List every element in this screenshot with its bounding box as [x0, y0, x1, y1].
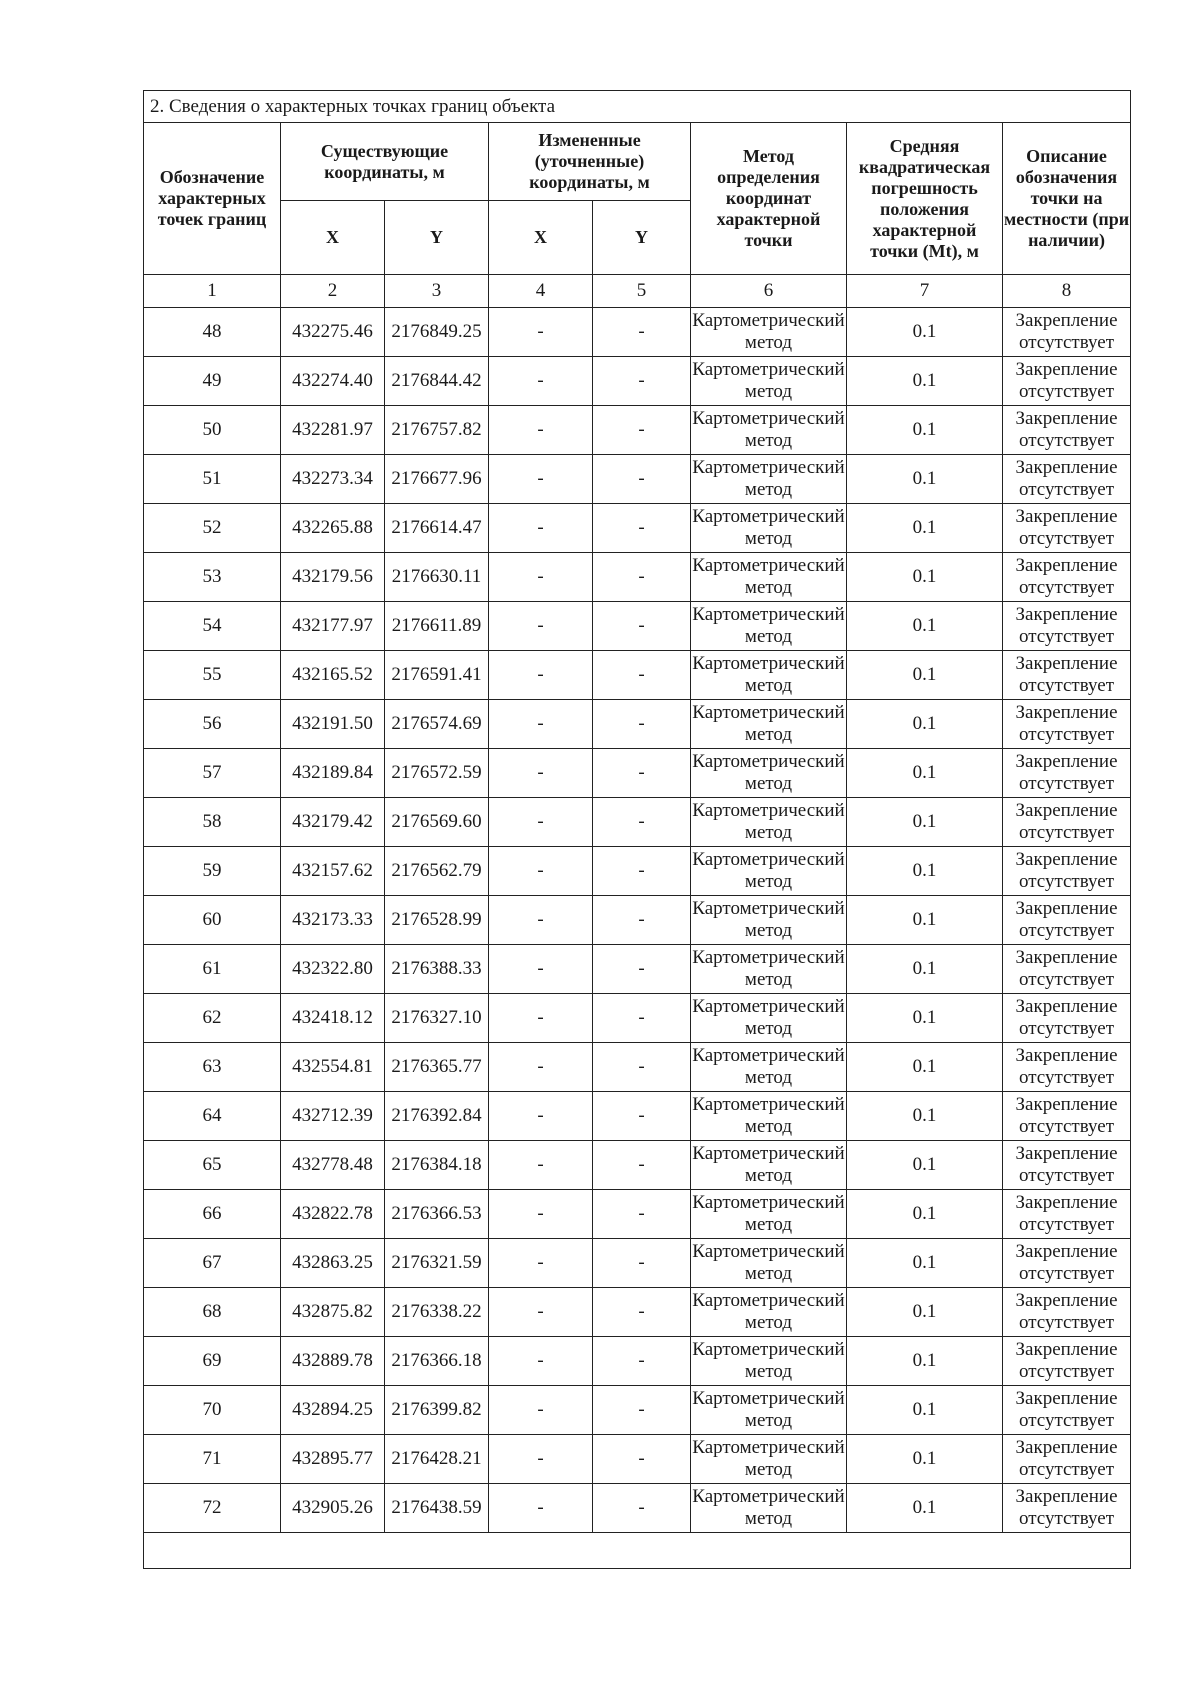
- point-number-cell: 52: [144, 504, 281, 553]
- existing-y-cell: 2176392.84: [385, 1092, 489, 1141]
- column-number: 4: [489, 275, 593, 308]
- existing-y-cell: 2176438.59: [385, 1484, 489, 1533]
- point-number-cell: 67: [144, 1239, 281, 1288]
- existing-y-cell: 2176366.53: [385, 1190, 489, 1239]
- changed-x-cell: -: [489, 1435, 593, 1484]
- changed-x-cell: -: [489, 553, 593, 602]
- mean-error-cell: 0.1: [847, 553, 1003, 602]
- table-row: [144, 1043, 1131, 1092]
- table-row: [144, 1288, 1131, 1337]
- changed-x-cell: -: [489, 1484, 593, 1533]
- table-row: [144, 1141, 1131, 1190]
- changed-y-cell: -: [593, 945, 691, 994]
- changed-x-cell: -: [489, 406, 593, 455]
- method-cell: Картометрический метод: [691, 896, 847, 945]
- existing-x-cell: 432157.62: [281, 847, 385, 896]
- table-row: [144, 749, 1131, 798]
- description-cell: Закрепление отсутствует: [1003, 504, 1131, 553]
- point-number-cell: 61: [144, 945, 281, 994]
- mean-error-cell: 0.1: [847, 1386, 1003, 1435]
- existing-x-cell: 432712.39: [281, 1092, 385, 1141]
- mean-error-cell: 0.1: [847, 896, 1003, 945]
- method-cell: Картометрический метод: [691, 357, 847, 406]
- section-title: 2. Сведения о характерных точках границ объекта: [144, 91, 1131, 123]
- mean-error-cell: 0.1: [847, 945, 1003, 994]
- changed-x-cell: -: [489, 1386, 593, 1435]
- column-number: 6: [691, 275, 847, 308]
- method-cell: Картометрический метод: [691, 308, 847, 357]
- mean-error-cell: 0.1: [847, 700, 1003, 749]
- existing-x-cell: 432191.50: [281, 700, 385, 749]
- method-cell: Картометрический метод: [691, 994, 847, 1043]
- mean-error-cell: 0.1: [847, 1190, 1003, 1239]
- existing-y-cell: 2176562.79: [385, 847, 489, 896]
- description-cell: Закрепление отсутствует: [1003, 308, 1131, 357]
- table-row: [144, 1386, 1131, 1435]
- changed-x-cell: -: [489, 749, 593, 798]
- changed-y-cell: -: [593, 1043, 691, 1092]
- description-cell: Закрепление отсутствует: [1003, 602, 1131, 651]
- table-row: [144, 553, 1131, 602]
- method-cell: Картометрический метод: [691, 1435, 847, 1484]
- description-cell: Закрепление отсутствует: [1003, 945, 1131, 994]
- changed-x-cell: -: [489, 994, 593, 1043]
- method-cell: Картометрический метод: [691, 1043, 847, 1092]
- changed-x-cell: -: [489, 1043, 593, 1092]
- description-cell: Закрепление отсутствует: [1003, 1484, 1131, 1533]
- mean-error-cell: 0.1: [847, 1043, 1003, 1092]
- table-row: [144, 455, 1131, 504]
- changed-x-cell: -: [489, 798, 593, 847]
- existing-x-cell: 432418.12: [281, 994, 385, 1043]
- description-cell: Закрепление отсутствует: [1003, 1092, 1131, 1141]
- existing-y-cell: 2176528.99: [385, 896, 489, 945]
- changed-y-cell: -: [593, 1337, 691, 1386]
- existing-y-cell: 2176321.59: [385, 1239, 489, 1288]
- existing-x-cell: 432189.84: [281, 749, 385, 798]
- changed-y-cell: -: [593, 1435, 691, 1484]
- point-number-cell: 66: [144, 1190, 281, 1239]
- table-row: [144, 994, 1131, 1043]
- method-cell: Картометрический метод: [691, 749, 847, 798]
- mean-error-cell: 0.1: [847, 1092, 1003, 1141]
- changed-y-cell: -: [593, 1141, 691, 1190]
- existing-x-cell: 432274.40: [281, 357, 385, 406]
- header-mean-error: Средняя квадратическая погрешность положения характерной точки (Mt), м: [847, 123, 1003, 275]
- existing-x-cell: 432275.46: [281, 308, 385, 357]
- changed-x-cell: -: [489, 1337, 593, 1386]
- point-number-cell: 60: [144, 896, 281, 945]
- changed-y-cell: -: [593, 847, 691, 896]
- point-number-cell: 72: [144, 1484, 281, 1533]
- mean-error-cell: 0.1: [847, 1484, 1003, 1533]
- changed-y-cell: -: [593, 1239, 691, 1288]
- table-row: [144, 602, 1131, 651]
- mean-error-cell: 0.1: [847, 749, 1003, 798]
- table-row: [144, 1190, 1131, 1239]
- point-number-cell: 49: [144, 357, 281, 406]
- description-cell: Закрепление отсутствует: [1003, 406, 1131, 455]
- point-number-cell: 56: [144, 700, 281, 749]
- existing-x-cell: 432165.52: [281, 651, 385, 700]
- method-cell: Картометрический метод: [691, 1141, 847, 1190]
- mean-error-cell: 0.1: [847, 798, 1003, 847]
- existing-x-cell: 432905.26: [281, 1484, 385, 1533]
- mean-error-cell: 0.1: [847, 1141, 1003, 1190]
- table-row: [144, 651, 1131, 700]
- existing-y-cell: 2176384.18: [385, 1141, 489, 1190]
- existing-x-cell: 432322.80: [281, 945, 385, 994]
- existing-y-cell: 2176844.42: [385, 357, 489, 406]
- existing-x-cell: 432822.78: [281, 1190, 385, 1239]
- description-cell: Закрепление отсутствует: [1003, 994, 1131, 1043]
- table-row: [144, 847, 1131, 896]
- changed-x-cell: -: [489, 504, 593, 553]
- existing-y-cell: 2176574.69: [385, 700, 489, 749]
- header-description: Описание обозначения точки на местности (при наличии): [1003, 123, 1131, 275]
- description-cell: Закрепление отсутствует: [1003, 1141, 1131, 1190]
- method-cell: Картометрический метод: [691, 847, 847, 896]
- point-number-cell: 51: [144, 455, 281, 504]
- table-row: [144, 1337, 1131, 1386]
- changed-y-cell: -: [593, 308, 691, 357]
- point-number-cell: 58: [144, 798, 281, 847]
- table-row: [144, 504, 1131, 553]
- existing-y-cell: 2176757.82: [385, 406, 489, 455]
- changed-y-cell: -: [593, 1288, 691, 1337]
- existing-y-cell: 2176591.41: [385, 651, 489, 700]
- existing-y-cell: 2176428.21: [385, 1435, 489, 1484]
- column-number: 5: [593, 275, 691, 308]
- changed-x-cell: -: [489, 945, 593, 994]
- mean-error-cell: 0.1: [847, 847, 1003, 896]
- changed-y-cell: -: [593, 994, 691, 1043]
- header-changed-y: Y: [593, 201, 691, 275]
- changed-x-cell: -: [489, 308, 593, 357]
- changed-x-cell: -: [489, 1288, 593, 1337]
- mean-error-cell: 0.1: [847, 455, 1003, 504]
- changed-y-cell: -: [593, 651, 691, 700]
- description-cell: Закрепление отсутствует: [1003, 1190, 1131, 1239]
- mean-error-cell: 0.1: [847, 1435, 1003, 1484]
- method-cell: Картометрический метод: [691, 1190, 847, 1239]
- existing-x-cell: 432889.78: [281, 1337, 385, 1386]
- existing-x-cell: 432281.97: [281, 406, 385, 455]
- boundary-points-table: [143, 90, 1131, 1569]
- header-method: Метод определения координат характерной точки: [691, 123, 847, 275]
- changed-x-cell: -: [489, 1141, 593, 1190]
- description-cell: Закрепление отсутствует: [1003, 455, 1131, 504]
- point-number-cell: 63: [144, 1043, 281, 1092]
- mean-error-cell: 0.1: [847, 406, 1003, 455]
- changed-x-cell: -: [489, 357, 593, 406]
- empty-footer-row: [144, 1533, 1131, 1569]
- column-number-row: [144, 275, 1131, 308]
- method-cell: Картометрический метод: [691, 700, 847, 749]
- existing-y-cell: 2176388.33: [385, 945, 489, 994]
- changed-y-cell: -: [593, 504, 691, 553]
- column-number: 1: [144, 275, 281, 308]
- method-cell: Картометрический метод: [691, 406, 847, 455]
- changed-y-cell: -: [593, 1190, 691, 1239]
- table-row: [144, 798, 1131, 847]
- description-cell: Закрепление отсутствует: [1003, 553, 1131, 602]
- table-row: [144, 1092, 1131, 1141]
- mean-error-cell: 0.1: [847, 651, 1003, 700]
- column-number: 2: [281, 275, 385, 308]
- existing-y-cell: 2176614.47: [385, 504, 489, 553]
- existing-x-cell: 432179.42: [281, 798, 385, 847]
- mean-error-cell: 0.1: [847, 602, 1003, 651]
- point-number-cell: 70: [144, 1386, 281, 1435]
- method-cell: Картометрический метод: [691, 602, 847, 651]
- method-cell: Картометрический метод: [691, 553, 847, 602]
- description-cell: Закрепление отсутствует: [1003, 896, 1131, 945]
- existing-y-cell: 2176677.96: [385, 455, 489, 504]
- point-number-cell: 69: [144, 1337, 281, 1386]
- existing-x-cell: 432179.56: [281, 553, 385, 602]
- existing-x-cell: 432895.77: [281, 1435, 385, 1484]
- description-cell: Закрепление отсутствует: [1003, 1288, 1131, 1337]
- changed-y-cell: -: [593, 1386, 691, 1435]
- table-row: [144, 1484, 1131, 1533]
- method-cell: Картометрический метод: [691, 1288, 847, 1337]
- existing-x-cell: 432273.34: [281, 455, 385, 504]
- existing-x-cell: 432778.48: [281, 1141, 385, 1190]
- changed-y-cell: -: [593, 406, 691, 455]
- point-number-cell: 50: [144, 406, 281, 455]
- changed-x-cell: -: [489, 1190, 593, 1239]
- point-number-cell: 71: [144, 1435, 281, 1484]
- existing-y-cell: 2176572.59: [385, 749, 489, 798]
- table-body: [144, 308, 1131, 1533]
- header-changed-x: X: [489, 201, 593, 275]
- description-cell: Закрепление отсутствует: [1003, 1337, 1131, 1386]
- changed-y-cell: -: [593, 798, 691, 847]
- changed-x-cell: -: [489, 896, 593, 945]
- table-row: [144, 700, 1131, 749]
- changed-y-cell: -: [593, 1484, 691, 1533]
- header-designation: Обозначение характерных точек границ: [144, 123, 281, 275]
- existing-y-cell: 2176327.10: [385, 994, 489, 1043]
- changed-y-cell: -: [593, 749, 691, 798]
- method-cell: Картометрический метод: [691, 1386, 847, 1435]
- existing-y-cell: 2176365.77: [385, 1043, 489, 1092]
- changed-y-cell: -: [593, 357, 691, 406]
- header-changed-coordinates: Измененные (уточненные) координаты, м: [489, 123, 691, 201]
- description-cell: Закрепление отсутствует: [1003, 1043, 1131, 1092]
- existing-y-cell: 2176630.11: [385, 553, 489, 602]
- existing-y-cell: 2176569.60: [385, 798, 489, 847]
- changed-y-cell: -: [593, 455, 691, 504]
- table-row: [144, 308, 1131, 357]
- method-cell: Картометрический метод: [691, 798, 847, 847]
- point-number-cell: 65: [144, 1141, 281, 1190]
- point-number-cell: 54: [144, 602, 281, 651]
- existing-y-cell: 2176338.22: [385, 1288, 489, 1337]
- changed-x-cell: -: [489, 847, 593, 896]
- changed-y-cell: -: [593, 602, 691, 651]
- changed-x-cell: -: [489, 1092, 593, 1141]
- changed-y-cell: -: [593, 896, 691, 945]
- method-cell: Картометрический метод: [691, 651, 847, 700]
- mean-error-cell: 0.1: [847, 994, 1003, 1043]
- point-number-cell: 64: [144, 1092, 281, 1141]
- existing-y-cell: 2176611.89: [385, 602, 489, 651]
- existing-y-cell: 2176849.25: [385, 308, 489, 357]
- header-existing-coordinates: Существующие координаты, м: [281, 123, 489, 201]
- column-number: 7: [847, 275, 1003, 308]
- mean-error-cell: 0.1: [847, 1239, 1003, 1288]
- mean-error-cell: 0.1: [847, 357, 1003, 406]
- existing-x-cell: 432875.82: [281, 1288, 385, 1337]
- table-row: [144, 945, 1131, 994]
- header-existing-y: Y: [385, 201, 489, 275]
- existing-x-cell: 432265.88: [281, 504, 385, 553]
- table-row: [144, 896, 1131, 945]
- existing-x-cell: 432863.25: [281, 1239, 385, 1288]
- existing-x-cell: 432173.33: [281, 896, 385, 945]
- point-number-cell: 59: [144, 847, 281, 896]
- header-existing-x: X: [281, 201, 385, 275]
- mean-error-cell: 0.1: [847, 1288, 1003, 1337]
- changed-x-cell: -: [489, 651, 593, 700]
- method-cell: Картометрический метод: [691, 1337, 847, 1386]
- description-cell: Закрепление отсутствует: [1003, 700, 1131, 749]
- mean-error-cell: 0.1: [847, 1337, 1003, 1386]
- table-row: [144, 406, 1131, 455]
- existing-y-cell: 2176366.18: [385, 1337, 489, 1386]
- point-number-cell: 57: [144, 749, 281, 798]
- column-number: 8: [1003, 275, 1131, 308]
- changed-x-cell: -: [489, 1239, 593, 1288]
- mean-error-cell: 0.1: [847, 504, 1003, 553]
- mean-error-cell: 0.1: [847, 308, 1003, 357]
- table-row: [144, 1239, 1131, 1288]
- method-cell: Картометрический метод: [691, 1484, 847, 1533]
- existing-x-cell: 432177.97: [281, 602, 385, 651]
- point-number-cell: 62: [144, 994, 281, 1043]
- description-cell: Закрепление отсутствует: [1003, 1386, 1131, 1435]
- point-number-cell: 53: [144, 553, 281, 602]
- description-cell: Закрепление отсутствует: [1003, 1435, 1131, 1484]
- changed-x-cell: -: [489, 602, 593, 651]
- changed-y-cell: -: [593, 700, 691, 749]
- changed-y-cell: -: [593, 1092, 691, 1141]
- table-row: [144, 1435, 1131, 1484]
- description-cell: Закрепление отсутствует: [1003, 1239, 1131, 1288]
- changed-y-cell: -: [593, 553, 691, 602]
- empty-footer-cell: [144, 1533, 1131, 1569]
- method-cell: Картометрический метод: [691, 455, 847, 504]
- table-row: [144, 357, 1131, 406]
- method-cell: Картометрический метод: [691, 1092, 847, 1141]
- point-number-cell: 55: [144, 651, 281, 700]
- existing-x-cell: 432554.81: [281, 1043, 385, 1092]
- method-cell: Картометрический метод: [691, 504, 847, 553]
- description-cell: Закрепление отсутствует: [1003, 847, 1131, 896]
- existing-x-cell: 432894.25: [281, 1386, 385, 1435]
- point-number-cell: 48: [144, 308, 281, 357]
- description-cell: Закрепление отсутствует: [1003, 798, 1131, 847]
- changed-x-cell: -: [489, 700, 593, 749]
- method-cell: Картометрический метод: [691, 945, 847, 994]
- point-number-cell: 68: [144, 1288, 281, 1337]
- column-number: 3: [385, 275, 489, 308]
- changed-x-cell: -: [489, 455, 593, 504]
- description-cell: Закрепление отсутствует: [1003, 651, 1131, 700]
- existing-y-cell: 2176399.82: [385, 1386, 489, 1435]
- description-cell: Закрепление отсутствует: [1003, 357, 1131, 406]
- description-cell: Закрепление отсутствует: [1003, 749, 1131, 798]
- method-cell: Картометрический метод: [691, 1239, 847, 1288]
